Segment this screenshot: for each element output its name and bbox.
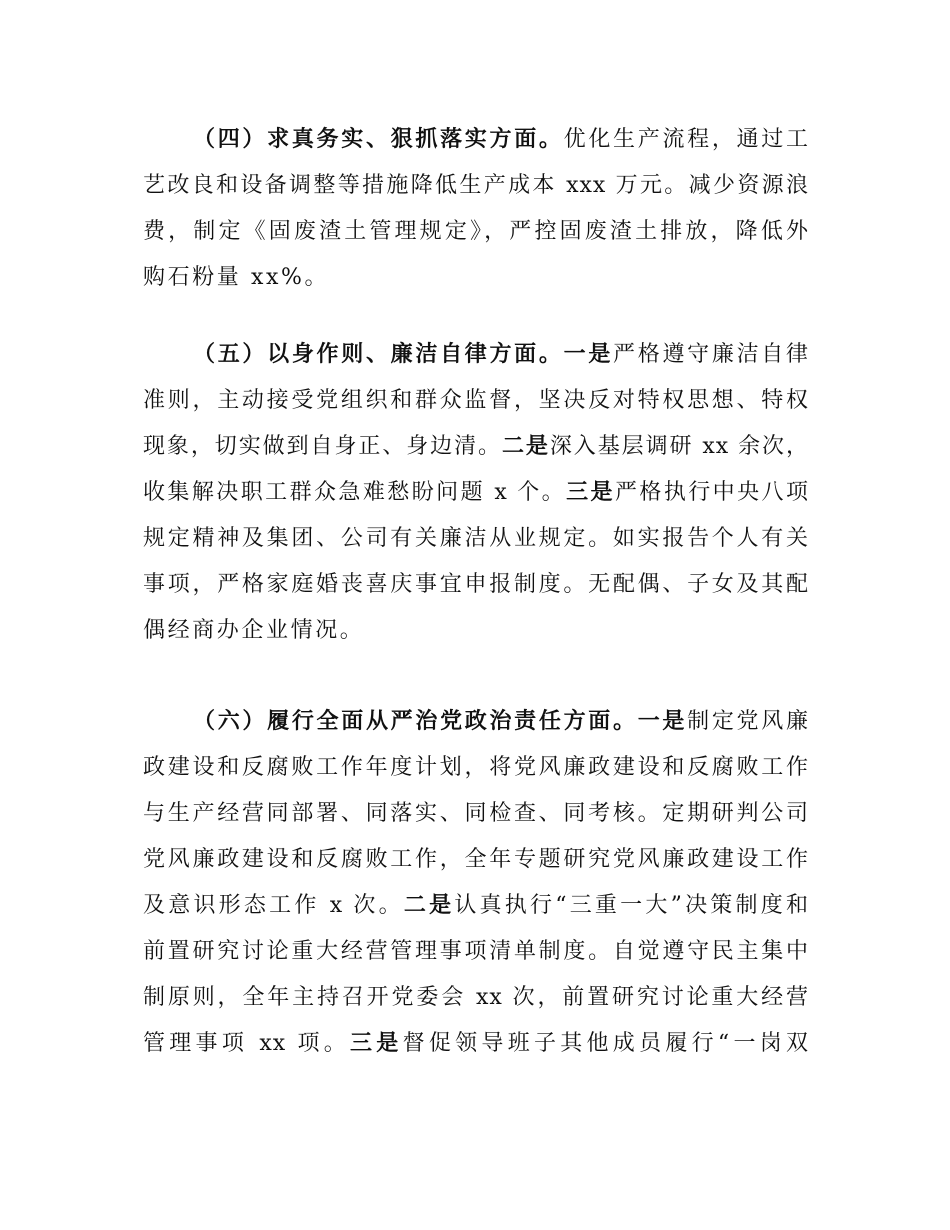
body-text: 与生产经营同部署、同落实、同检查、同考核。定期研判公司 xyxy=(143,801,809,826)
body-text: 规定精神及集团、公司有关廉洁从业规定。如实报告个人有关 xyxy=(143,526,809,551)
text-line xyxy=(143,163,809,209)
bold-heading-text: 二是 xyxy=(501,434,550,459)
paragraph-section-5 xyxy=(143,332,809,654)
bold-heading-text: （六）履行全面从严治党政治责任方面。 xyxy=(193,709,638,734)
body-text: 准则，主动接受党组织和群众监督，坚决反对特权思想、特权 xyxy=(143,388,809,413)
body-text: 事项，严格家庭婚丧喜庆事宜申报制度。无配偶、子女及其配 xyxy=(143,572,809,597)
body-text: 制定党风廉 xyxy=(687,709,809,734)
text-line xyxy=(143,929,809,975)
body-text: 认真执行“三重一大”决策制度和 xyxy=(454,893,809,918)
text-line xyxy=(143,1021,809,1067)
paragraph-section-6 xyxy=(143,699,809,1067)
body-text: 购石粉量 xx%。 xyxy=(143,265,330,290)
text-line xyxy=(143,470,809,516)
body-text: 现象，切实做到自身正、身边清。 xyxy=(143,434,502,459)
body-text: 党风廉政建设和反腐败工作，全年专题研究党风廉政建设工作 xyxy=(143,847,809,872)
text-line xyxy=(143,608,809,654)
text-line xyxy=(143,791,809,837)
paragraph-section-4 xyxy=(143,117,809,301)
body-text: 严格遵守廉洁自律 xyxy=(613,342,809,367)
text-line xyxy=(143,745,809,791)
text-line xyxy=(143,255,809,301)
bold-heading-text: （四）求真务实、狠抓落实方面。 xyxy=(193,127,564,152)
bold-heading-text: （五）以身作则、廉洁自律方面。 xyxy=(193,342,564,367)
body-text: 前置研究讨论重大经营管理事项清单制度。自觉遵守民主集中 xyxy=(143,939,809,964)
body-text: 制原则，全年主持召开党委会 xx 次，前置研究讨论重大经营 xyxy=(143,985,809,1010)
text-line xyxy=(143,378,809,424)
bold-heading-text: 二是 xyxy=(403,893,455,918)
body-text: 及意识形态工作 x 次。 xyxy=(143,893,404,918)
body-text: 偶经商办企业情况。 xyxy=(143,618,365,643)
body-text: 深入基层调研 xx 余次， xyxy=(549,434,809,459)
text-line xyxy=(143,117,809,163)
body-text: 艺改良和设备调整等措施降低生产成本 xxx 万元。减少资源浪 xyxy=(143,173,809,198)
bold-heading-text: 三是 xyxy=(350,1031,403,1056)
body-text: 督促领导班子其他成员履行“一岗双 xyxy=(402,1031,809,1056)
text-line xyxy=(143,516,809,562)
text-line xyxy=(143,837,809,883)
body-text: 管理事项 xx 项。 xyxy=(143,1031,351,1056)
body-text: 优化生产流程，通过工 xyxy=(563,127,809,152)
bold-heading-text: 一是 xyxy=(637,709,688,734)
text-line xyxy=(143,424,809,470)
bold-heading-text: 一是 xyxy=(563,342,614,367)
text-line xyxy=(143,699,809,745)
body-text: 严格执行中央八项 xyxy=(614,480,809,505)
text-line xyxy=(143,562,809,608)
bold-heading-text: 三是 xyxy=(566,480,615,505)
body-text: 政建设和反腐败工作年度计划，将党风廉政建设和反腐败工作 xyxy=(143,755,809,780)
body-text: 费，制定《固废渣土管理规定》，严控固废渣土排放，降低外 xyxy=(143,219,809,244)
body-text: 收集解决职工群众急难愁盼问题 x 个。 xyxy=(143,480,567,505)
text-line xyxy=(143,332,809,378)
text-line xyxy=(143,975,809,1021)
text-line xyxy=(143,883,809,929)
text-line xyxy=(143,209,809,255)
